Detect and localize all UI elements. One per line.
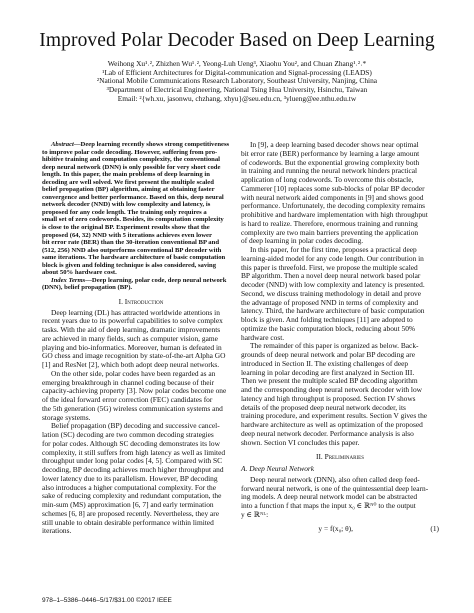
text-line: with neural network aided components in [9] and shows good [241,193,424,202]
abstract-body [42,141,240,277]
affiliation-1: ¹Lab of Efficient Architectures for Digital-communication and Signal-processing (LEADS) [102,67,372,77]
text-line: Index Terms—Deep learning, polar code, deep neural network [51,276,227,284]
text-line: hibitive training and computation complexity, the conventional [42,156,221,164]
text-line: (512, 256) NND also outperforms conventional BP decoder with [42,246,222,254]
text-line: small set of zero codewords. Besides, its computation complexity [42,216,224,224]
text-line: (DNN), belief propagation (BP). [42,284,133,292]
intro-paragraph-2 [42,370,240,423]
text-line: min-sum (MS) approximation [6, 7] and early termination [42,501,214,510]
text-line: learning in polar decoding are first analyzed in Section III. [241,368,415,377]
text-line: still unable to obtain desirable performance within limited [42,518,214,527]
text-line: hardware architecture as well as optimization of the proposed [241,421,423,429]
section-heading-preliminaries: II. Preliminaries [315,452,364,462]
dnn-paragraph [241,476,439,520]
text-line: complexity, it still suffers from high latency as well as limited [42,448,226,457]
text-line: the advantage of proposed NND in terms of complexity and [241,298,419,307]
text-line: storage systems. [42,413,91,422]
equation-number: (1) [430,523,439,533]
text-line: Second, we discuss training methodology in detail and prove [241,289,422,298]
text-line: learning-aided model for any code length. Our contribution in [241,254,424,263]
index-terms-label: Index Terms [51,276,86,284]
text-line: deep neural network decoder. Performance analysis is also [241,429,414,438]
affiliation-2: ²National Mobile Communications Research Laboratory, Southeast University, Nanjing, China [96,76,378,86]
intro-paragraph-1 [42,309,240,370]
author-names: Weihong Xu¹˒², Zhizhen Wu¹˒², Yeong-Luh Ueng³, Xiaohu You², and Chuan Zhang¹˒²˒* [107,59,367,68]
abstract [42,141,240,292]
text-line: to improve polar code decoding. However, suffering from pro- [42,148,218,156]
text-line: forward neural network, is one of the quintessential deep learn- [241,484,429,493]
copyright-footer: 978–1–5386–0446–5/17/$31.00 ©2017 IEEE [42,597,172,604]
text-line: and the corresponding deep neural network decoder with low [241,386,423,394]
section-heading-introduction: I. Introduction [118,296,164,306]
text-line: emerging breakthrough in channel coding because of their [42,378,215,387]
text-line: details of the proposed deep neural network decoder, its [241,403,406,412]
text-line: prohibitive and hardware implementation with high throughput [241,211,428,219]
text-line: about 50% hardware cost. [42,269,117,277]
text-line: playing and bio-informatics. Moreover, human is defeated in [42,343,222,352]
text-line: complexity are two main barriers preventing the application [241,228,419,237]
text-line: bit error rate (BER) performance by learning a large amount [241,149,420,158]
text-line: proposed (64, 32) NND with 5 iterations achieves even lower [42,231,212,239]
intro-paragraph-4 [241,141,439,246]
text-line: optimize the basic computation block, reducing about 50% [241,324,416,333]
intro-paragraph-3 [42,422,240,536]
intro-paragraph-5 [241,246,439,342]
text-line: block is given and folding technique is also considered, saving [42,261,217,269]
text-line: sake of reducing complexity and redundant computation, the [42,492,222,501]
text-line: BP algorithm. Then a novel deep neural network based polar [241,272,421,281]
text-line: latency. Third, the hardware architecture of basic computation [241,307,425,316]
text-line: decoder (NND) with low complexity and latency is presented. [241,281,425,289]
text-line: decoding, BP decoding achieves much higher throughput and [42,466,224,475]
text-line: of codewords. But the exponential growing complexity both [241,158,420,167]
text-line: belief propagation (BP) algorithm, aiming at obtaining faster [42,186,215,194]
text-line: block is given. And folding techniques [11] are adopted to [241,316,413,324]
text-line: decoding are well solved. We first present the multiple scaled [42,178,214,186]
text-line: latency and high throughput is proposed. Section IV shows [241,394,416,403]
text-line: application of long codewords. To overcome this obstacle, [241,176,414,184]
text-line: convergence and better performance. Based on this, deep neural [42,193,224,201]
text-line: In this paper, for the first time, proposes a practical deep [250,246,417,254]
right-column [241,141,439,533]
text-line: [1] and ResNet [2], which both adopt deep neural networks. [42,361,220,370]
left-column [42,141,240,536]
text-line: recent years due to its powerful capabilities to solve complex [42,317,223,326]
text-line: On the other side, polar codes have been regarded as an [51,369,216,378]
intro-paragraph-6 [241,342,439,447]
text-line: network decoder (NND) with low complexity and latency, is [42,201,211,209]
text-line: the 5th generation (5G) wireless communication systems and [42,404,223,413]
text-line: of deep learning in polar codes decoding. [241,237,364,246]
subsection-heading-dnn: A. Deep Neural Network [241,464,315,473]
text-line: GO chess and image recognition by state-of-the-art Alpha GO [42,352,226,361]
text-line: Deep neural network (DNN), also often called deep feed- [250,475,420,484]
text-line: also introduces a higher computational complexity. For the [42,483,216,492]
text-line: for polar codes. Although SC decoding demonstrates its low [42,439,220,448]
text-line: throughput under long polar codes [4, 5]. Compared with SC [42,457,223,466]
text-line: bit error rate (BER) than the 30-iteration conventional BP and [42,239,220,247]
affiliation-3: ³Department of Electrical Engineering, National Tsing Hua University, Hsinchu, Taiwan [106,85,368,95]
text-line: in training and running the neural network hinders practical [241,167,418,176]
paper-title: Improved Polar Decoder Based on Deep Learning [39,30,435,51]
text-line: In [9], a deep learning based decoder shows near optimal [250,141,419,149]
text-line: lower latency due to its parallelism. However, BP decoding [42,474,218,483]
text-line: Belief propagation (BP) decoding and successive cancel- [51,422,220,431]
text-line: this paper is threefold. First, we propose the multiple scaled [241,263,418,272]
text-line: hardware cost. [241,333,285,342]
author-block [0,60,474,104]
text-line: grounds of deep neural network and polar BP decoding are [241,351,415,359]
text-line: The remainder of this paper is organized as below. Back- [250,342,419,351]
equation-1 [241,525,439,534]
text-line: length. In this paper, the main problems of deep learning in [42,171,210,179]
text-line: y ∈ ℝᴺᴸ: [241,510,269,519]
text-line: of the ideal forward error correction (FEC) candidates for [42,396,213,405]
text-line: is close to the original BP. Experiment results show that the [42,224,210,232]
text-line: Cammerer [10] replaces some sub-blocks of polar BP decoder [241,184,425,193]
text-line: ing models. A deep neural network model can be abstracted [241,493,418,502]
author-email: Email: ²{wh.xu, jasonwu, chzhang, xhyu}@seu.edu.cn, ³ylueng@ee.nthu.edu.tw [117,93,357,103]
text-line: Then we present the multiple scaled BP decoding algorithm [241,377,418,386]
text-line: shown. Section VI concludes this paper. [241,438,360,447]
text-line: is hard to realize. Therefore, enormous training and running [241,219,418,228]
text-line: tasks. With the aid of deep learning, dramatic improvements [42,326,221,335]
text-line: Abstract—Deep learning recently shows strong competitiveness [51,141,230,148]
text-line: same iterations. The hardware architecture of basic computation [42,254,226,262]
equation-formula: y = f(x₀; θ), [318,523,353,533]
text-line: schemes [6, 8] are proposed recently. Nevertheless, they are [42,509,220,518]
index-terms [42,277,240,292]
text-line: introduced in Section II. The existing challenges of deep [241,359,409,368]
text-line: training procedure, and experiment results. Section V gives the [241,412,428,421]
text-line: into a function f that maps the input x₀ ∈ ℝᴺ⁰ to the output [241,502,416,510]
text-line: iterations. [42,527,72,536]
abstract-label: Abstract [51,141,74,148]
text-line: performance. Unfortunately, the decoding complexity remains [241,202,426,211]
text-line: Deep learning (DL) has attracted worldwide attentions in [51,308,220,317]
text-line: proposed for any code length. The training only requires a [42,208,207,216]
text-line: lation (SC) decoding are two common decoding strategies [42,431,214,440]
text-line: capacity-achieving property [3]. Now polar codes become one [42,387,227,396]
text-line: deep neural network (DNN) is only possible for very short code [42,163,221,171]
text-line: are achieved in many fields, such as computer vision, game [42,334,218,343]
